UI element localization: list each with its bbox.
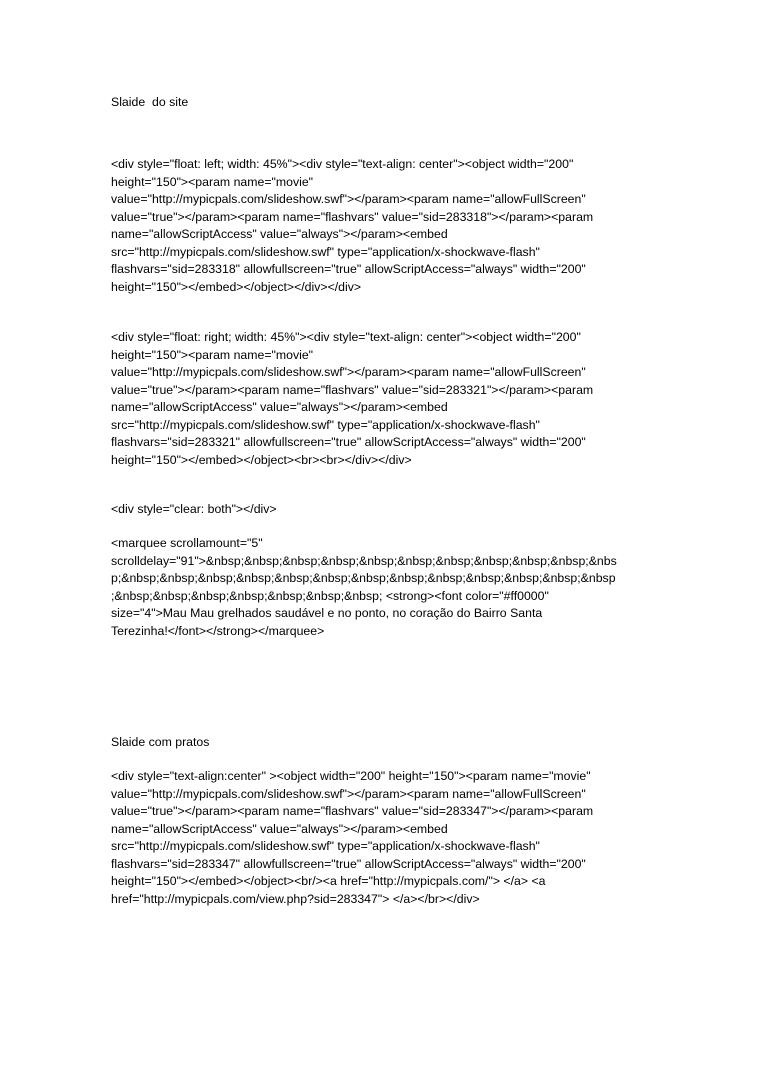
text-line: height="150"><param name="movie"	[111, 174, 314, 189]
text-line: href="http://mypicpals.com/view.php?sid=283347"> </a></br></div>	[111, 891, 480, 906]
text-line: <div style="float: left; width: 45%"><div style="text-align: center"><object width="200"	[111, 157, 574, 171]
text-line: value="http://mypicpals.com/slideshow.swf"></param><param name="allowFullScreen"	[111, 365, 586, 379]
text-line: height="150"></embed></object><br/><a href="http://mypicpals.com/"> </a> <a	[111, 874, 546, 888]
text-line: value="true"></param><param name="flashvars" value="sid=283321"></param><param	[111, 382, 594, 397]
text-line: src="http://mypicpals.com/slideshow.swf" type="application/x-shockwave-flash"	[111, 839, 540, 853]
text-line: <div style="float: right; width: 45%"><div style="text-align: center"><object width="200"	[111, 330, 581, 344]
text-line: value="true"></param><param name="flashvars" value="sid=283347"></param><param	[111, 804, 594, 818]
heading-text: Slaide com pratos	[111, 735, 210, 749]
code-paragraph-clear	[111, 501, 671, 519]
text-line: scrolldelay="91">&nbsp;&nbsp;&nbsp;&nbsp;&nbsp;&nbsp;&nbsp;&nbsp;&nbsp;&nbsp;&nbs	[111, 553, 617, 568]
text-line: value="true"></param><param name="flashvars" value="sid=283318"></param><param	[111, 209, 594, 224]
code-paragraph-left-slideshow	[111, 156, 671, 296]
text-line: flashvars="sid=283318" allowfullscreen="true" allowScriptAccess="always" width="200"	[111, 262, 586, 276]
text-line: value="http://mypicpals.com/slideshow.swf"></param><param name="allowFullScreen"	[111, 192, 586, 206]
text-line: ;&nbsp;&nbsp;&nbsp;&nbsp;&nbsp;&nbsp;&nbsp; <strong><font color="#ff0000"	[111, 588, 549, 603]
heading-text: Slaide do site	[111, 95, 189, 109]
text-line: flashvars="sid=283321" allowfullscreen="true" allowScriptAccess="always" width="200"	[111, 435, 586, 449]
text-line: name="allowScriptAccess" value="always"></param><embed	[111, 400, 448, 414]
section-heading-site	[111, 94, 671, 112]
text-line: <div style="clear: both"></div>	[111, 502, 277, 516]
text-line: Terezinha!</font></strong></marquee>	[111, 623, 325, 638]
text-line: flashvars="sid=283347" allowfullscreen="true" allowScriptAccess="always" width="200"	[111, 856, 586, 871]
text-line: height="150"><param name="movie"	[111, 347, 314, 362]
text-line: src="http://mypicpals.com/slideshow.swf" type="application/x-shockwave-flash"	[111, 244, 540, 259]
text-line: size="4">Mau Mau grelhados saudável e no ponto, no coração do Bairro Santa	[111, 606, 543, 620]
text-line: name="allowScriptAccess" value="always"></param><embed	[111, 821, 448, 836]
text-line: p;&nbsp;&nbsp;&nbsp;&nbsp;&nbsp;&nbsp;&nbsp;&nbsp;&nbsp;&nbsp;&nbsp;&nbsp;&nbsp	[111, 571, 616, 585]
text-line: <div style="text-align:center" ><object width="200" height="150"><param name="movie"	[111, 769, 591, 783]
code-paragraph-right-slideshow	[111, 329, 671, 469]
text-line: height="150"></embed></object></div></div>	[111, 279, 362, 294]
text-line: value="http://mypicpals.com/slideshow.swf"></param><param name="allowFullScreen"	[111, 786, 586, 801]
text-line: name="allowScriptAccess" value="always"></param><embed	[111, 227, 448, 241]
section-heading-dishes	[111, 734, 671, 752]
text-line: <marquee scrollamount="5"	[111, 536, 263, 550]
text-line: src="http://mypicpals.com/slideshow.swf" type="application/x-shockwave-flash"	[111, 417, 540, 432]
code-paragraph-marquee	[111, 535, 671, 640]
code-paragraph-dishes-slideshow	[111, 768, 671, 908]
text-line: height="150"></embed></object><br><br></div></div>	[111, 452, 412, 467]
